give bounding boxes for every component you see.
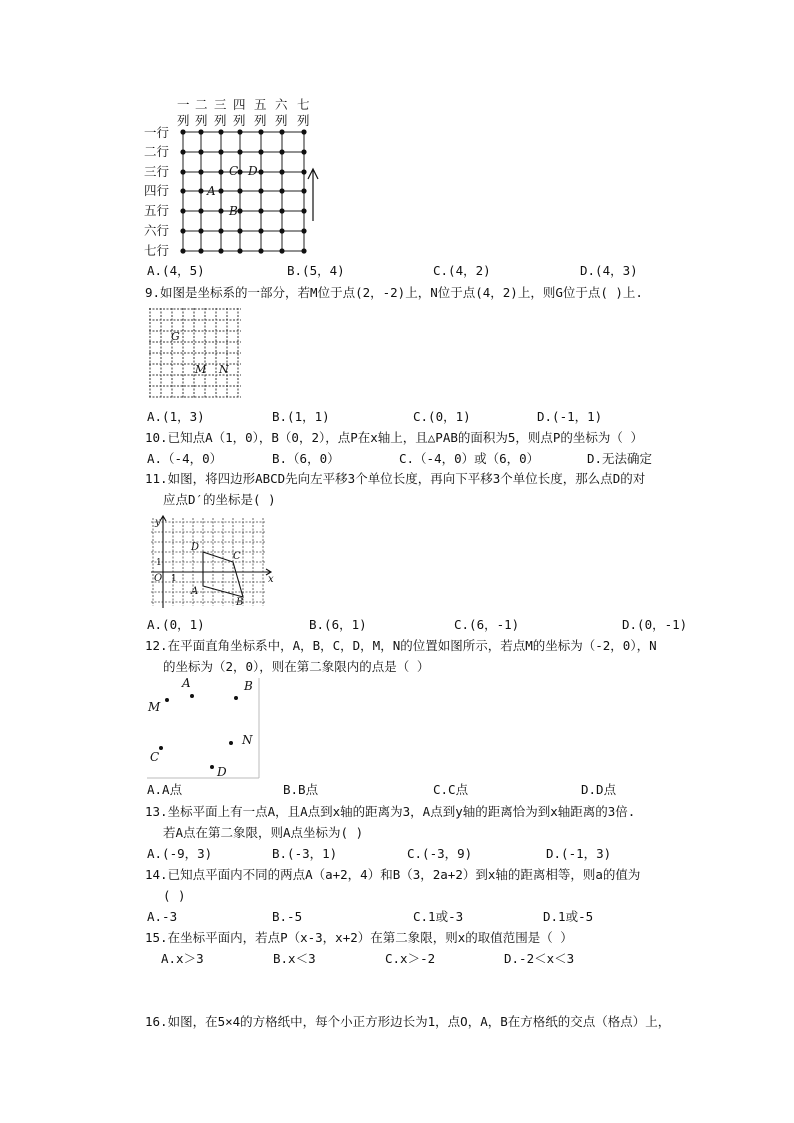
q8-row-label: 二行 [144,144,170,159]
q11-option-a[interactable]: A.(0，1) [147,617,205,632]
q12-dot-D [210,765,214,769]
q12-dot-A [190,694,194,698]
q12-label-A: A [182,676,191,690]
q9-label-N: N [219,363,229,376]
q9-grid-figure [147,306,243,401]
q8-col-bottom: 列 [297,113,310,128]
q11-grid-lines [151,518,265,606]
q12-frame [147,678,259,778]
q14-option-d[interactable]: D.1或-5 [543,909,594,924]
q9-option-b[interactable]: B.(1，1) [272,409,330,424]
q14-stem-line1: 14.已知点平面内不同的两点A（a+2，4）和B（3，2a+2）到x轴的距离相等，则a的值为 [145,867,641,882]
q8-col-top: 四 [233,97,246,112]
q14-option-a[interactable]: A.-3 [147,909,178,924]
q9-option-a[interactable]: A.(1，3) [147,409,205,424]
q8-col-top: 一 [177,97,190,112]
q8-point-B: B [229,204,238,218]
q12-option-c[interactable]: C.C点 [433,782,469,797]
q12-stem-line1: 12.在平面直角坐标系中，A，B，C，D，M，N的位置如图所示，若点M的坐标为（-2，0），N [145,638,657,653]
q12-label-B: B [244,679,253,693]
q12-dot-C [159,746,163,750]
q13-stem-line2: 若A点在第二象限，则A点坐标为( ) [163,825,364,840]
q13-stem-line1: 13.坐标平面上有一点A，且A点到x轴的距离为3，A点到y轴的距离恰为到x轴距离的3倍. [145,804,636,819]
q14-option-b[interactable]: B.-5 [272,909,303,924]
q9-stem: 9.如图是坐标系的一部分，若M位于点(2，-2)上，N位于点(4，2)上，则G位于点( )上. [145,285,643,300]
q8-row-label: 七行 [144,243,170,258]
q8-option-b[interactable]: B.(5，4) [287,263,345,278]
q12-stem-line2: 的坐标为（2，0），则在第二象限内的点是（ ） [163,659,430,674]
q12-dot-N [229,741,233,745]
q11-tick-y1: 1 [156,558,162,568]
q15-option-d[interactable]: D.-2＜x＜3 [504,951,575,966]
q13-option-a[interactable]: A.(-9，3) [147,846,213,861]
q11-option-c[interactable]: C.(6，-1) [454,617,520,632]
q8-col-bottom: 列 [275,113,288,128]
q8-row-headers [144,125,170,258]
q8-option-c[interactable]: C.(4，2) [433,263,491,278]
q8-point-D: D [248,164,258,178]
q8-col-top: 六 [275,97,288,112]
q8-column-headers [177,97,310,128]
q11-label-D: D [191,542,200,553]
q8-up-arrow-icon [308,169,318,221]
q11-label-y: y [155,517,161,528]
q8-option-d[interactable]: D.(4，3) [580,263,638,278]
q11-label-A: A [191,586,199,597]
q8-col-bottom: 列 [254,113,267,128]
q12-label-M: M [148,700,161,714]
q11-label-B: B [236,597,244,608]
q12-option-d[interactable]: D.D点 [581,782,617,797]
q9-option-d[interactable]: D.(-1，1) [537,409,603,424]
q11-label-C: C [233,551,241,562]
q12-option-a[interactable]: A.A点 [147,782,183,797]
q15-stem: 15.在坐标平面内，若点P（x-3，x+2）在第二象限，则x的取值范围是（ ） [145,930,573,945]
q12-points-figure [145,676,263,780]
q10-option-a[interactable]: A.（-4，0） [147,451,223,466]
q8-col-top: 七 [297,97,310,112]
q11-option-b[interactable]: B.(6，1) [309,617,367,632]
q10-option-b[interactable]: B.（6，0） [272,451,340,466]
q10-option-d[interactable]: D.无法确定 [587,451,653,466]
q8-row-label: 六行 [144,223,170,238]
q8-col-bottom: 列 [233,113,246,128]
q15-option-a[interactable]: A.x＞3 [161,951,204,966]
q12-label-C: C [150,750,160,764]
q13-option-b[interactable]: B.(-3，1) [272,846,338,861]
q8-row-label: 三行 [144,164,170,179]
q15-option-c[interactable]: C.x＞-2 [385,951,436,966]
q8-col-bottom: 列 [214,113,227,128]
q14-stem-line2: ( ) [163,888,186,903]
q8-col-bottom: 列 [195,113,208,128]
q11-label-x: x [268,574,274,585]
q11-stem-line1: 11.如图，将四边形ABCD先向左平移3个单位长度，再向下平移3个单位长度，那么点D的对 [145,471,646,486]
q14-option-c[interactable]: C.1或-3 [413,909,464,924]
q8-row-label: 四行 [144,183,170,198]
q12-label-N: N [242,733,253,747]
q9-label-G: G [171,330,180,343]
q12-dot-B [234,696,238,700]
q8-col-top: 二 [195,97,208,112]
q8-point-C: C [229,164,239,178]
q12-label-D: D [217,765,227,779]
q15-option-b[interactable]: B.x＜3 [273,951,316,966]
q8-option-a[interactable]: A.(4，5) [147,263,205,278]
q8-col-top: 三 [214,97,227,112]
q11-coordinate-figure [147,514,279,610]
q12-dot-M [165,698,169,702]
q8-seat-grid-figure [140,95,330,260]
q8-row-label: 一行 [144,125,170,140]
q8-col-top: 五 [254,97,267,112]
q12-option-b[interactable]: B.B点 [283,782,319,797]
q11-stem-line2: 应点D′的坐标是( ) [163,492,276,507]
q9-grid-lines [149,308,241,398]
q11-option-d[interactable]: D.(0，-1) [622,617,688,632]
q8-row-label: 五行 [144,203,170,218]
q8-point-A: A [207,184,216,198]
q13-option-d[interactable]: D.(-1，3) [546,846,612,861]
q10-option-c[interactable]: C.（-4，0）或（6，0） [399,451,540,466]
q10-stem: 10.已知点A（1，0），B（0，2），点P在x轴上，且△PAB的面积为5，则点P的坐标为（ ） [145,430,643,445]
q11-tick-x1: 1 [171,574,177,584]
q9-option-c[interactable]: C.(0，1) [413,409,471,424]
q16-stem: 16.如图，在5×4的方格纸中，每个小正方形边长为1，点O，A，B在方格纸的交点（格点）上， [145,1014,671,1029]
q9-label-M: M [195,363,207,376]
q11-label-origin: O [154,573,163,584]
q8-col-bottom: 列 [177,113,190,128]
q13-option-c[interactable]: C.(-3，9) [407,846,473,861]
